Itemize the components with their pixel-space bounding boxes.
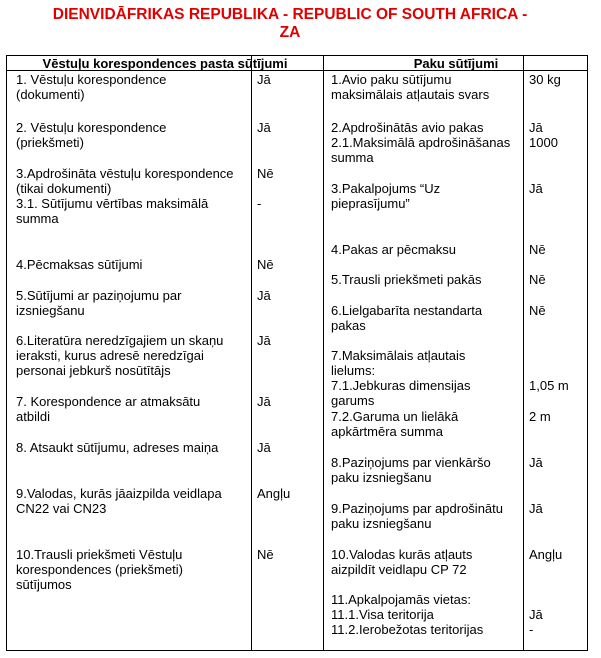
- letters-item-label: 8. Atsaukt sūtījumu, adreses maiņa: [16, 440, 219, 455]
- letters-item-label: 1. Vēstuļu korespondence (dokumenti): [16, 72, 167, 102]
- letters-item-value: Nē: [257, 257, 274, 272]
- parcels-item-label: 9.Paziņojums par apdrošinātu paku izsniegšanu: [331, 501, 503, 531]
- parcels-item-label: 7.Maksimālais atļautais lielums:: [331, 348, 466, 378]
- parcels-item-value: Nē: [529, 242, 546, 257]
- col-divider: [251, 56, 252, 650]
- letters-item-label: 5.Sūtījumi ar paziņojumu par izsniegšanu: [16, 288, 182, 318]
- parcels-item-value: Jā -: [529, 607, 543, 637]
- parcels-item-value: Jā: [529, 501, 543, 516]
- parcels-item-value: Jā: [529, 181, 543, 196]
- parcels-item-value: Nē: [529, 303, 546, 318]
- parcels-item-label: 1.Avio paku sūtījumu maksimālais atļautais svars: [331, 72, 490, 102]
- letters-item-label: 2. Vēstuļu korespondence (priekšmeti): [16, 120, 167, 150]
- parcels-item-value: Angļu: [529, 547, 563, 562]
- parcels-item-label: 2.Apdrošinātās avio pakas 2.1.Maksimālā apdrošināšanas summa: [331, 120, 511, 165]
- letters-item-value: Jā: [257, 440, 271, 455]
- parcels-item-label: 6.Lielgabarīta nestandarta pakas: [331, 303, 483, 333]
- letters-item-label: 3.Apdrošināta vēstuļu korespondence (tikai dokumenti): [16, 166, 234, 196]
- parcels-item-value: 2 m: [529, 409, 551, 424]
- col-divider-middle: [323, 56, 324, 650]
- parcels-item-label: 3.Pakalpojums “Uz pieprasījumu”: [331, 181, 441, 211]
- letters-item-value: Nē: [257, 547, 274, 562]
- parcels-item-label: 4.Pakas ar pēcmaksu: [331, 242, 457, 257]
- letters-item-label: 3.1. Sūtījumu vērtības maksimālā summa: [16, 196, 209, 226]
- letters-item-value: -: [257, 196, 262, 211]
- letters-item-value: Nē: [257, 166, 274, 181]
- parcels-item-value: Jā 1000: [529, 120, 558, 150]
- letters-item-value: Jā: [257, 120, 271, 135]
- letters-item-value: Jā: [257, 72, 271, 87]
- parcels-item-label: 7.2.Garuma un lielākā apkārtmēra summa: [331, 409, 459, 439]
- letters-item-value: Jā: [257, 288, 271, 303]
- title-line-2: ZA: [279, 24, 301, 41]
- parcels-item-label: 8.Paziņojums par vienkāršo paku izsniegšanu: [331, 455, 491, 485]
- letters-item-label: 6.Literatūra neredzīgajiem un skaņu ieraksti, kurus adresē neredzīgai personai jebkurš nosūtītājs: [16, 333, 224, 378]
- letters-header: Vēstuļu korespondences pasta sūtījumi: [42, 56, 288, 71]
- letters-item-label: 9.Valodas, kurās jāaizpilda veidlapa CN22 vai CN23: [16, 486, 222, 516]
- services-table: [6, 55, 588, 651]
- letters-item-label: 10.Trausli priekšmeti Vēstuļu korespondences (priekšmeti) sūtījumos: [16, 547, 183, 592]
- col-divider: [523, 56, 524, 650]
- parcels-item-label: 10.Valodas kurās atļauts aizpildīt veidlapu CP 72: [331, 547, 473, 577]
- parcels-header: Paku sūtījumi: [413, 56, 499, 71]
- parcels-item-value: 1,05 m: [529, 378, 569, 393]
- parcels-item-value: 30 kg: [529, 72, 561, 87]
- page-title: [0, 6, 580, 42]
- parcels-item-value: Jā: [529, 455, 543, 470]
- letters-item-value: Jā: [257, 333, 271, 348]
- letters-item-value: Jā: [257, 394, 271, 409]
- parcels-item-label: 11.Apkalpojamās vietas: 11.1.Visa teritorija 11.2.Ierobežotas teritorijas: [331, 592, 484, 637]
- letters-item-label: 7. Korespondence ar atmaksātu atbildi: [16, 394, 201, 424]
- parcels-item-label: 7.1.Jebkuras dimensijas garums: [331, 378, 471, 408]
- parcels-item-label: 5.Trausli priekšmeti pakās: [331, 272, 482, 287]
- parcels-item-value: Nē: [529, 272, 546, 287]
- letters-item-value: Angļu: [257, 486, 291, 501]
- title-line-1: DIENVIDĀFRIKAS REPUBLIKA - REPUBLIC OF SOUTH AFRICA -: [52, 6, 528, 23]
- letters-item-label: 4.Pēcmaksas sūtījumi: [16, 257, 143, 272]
